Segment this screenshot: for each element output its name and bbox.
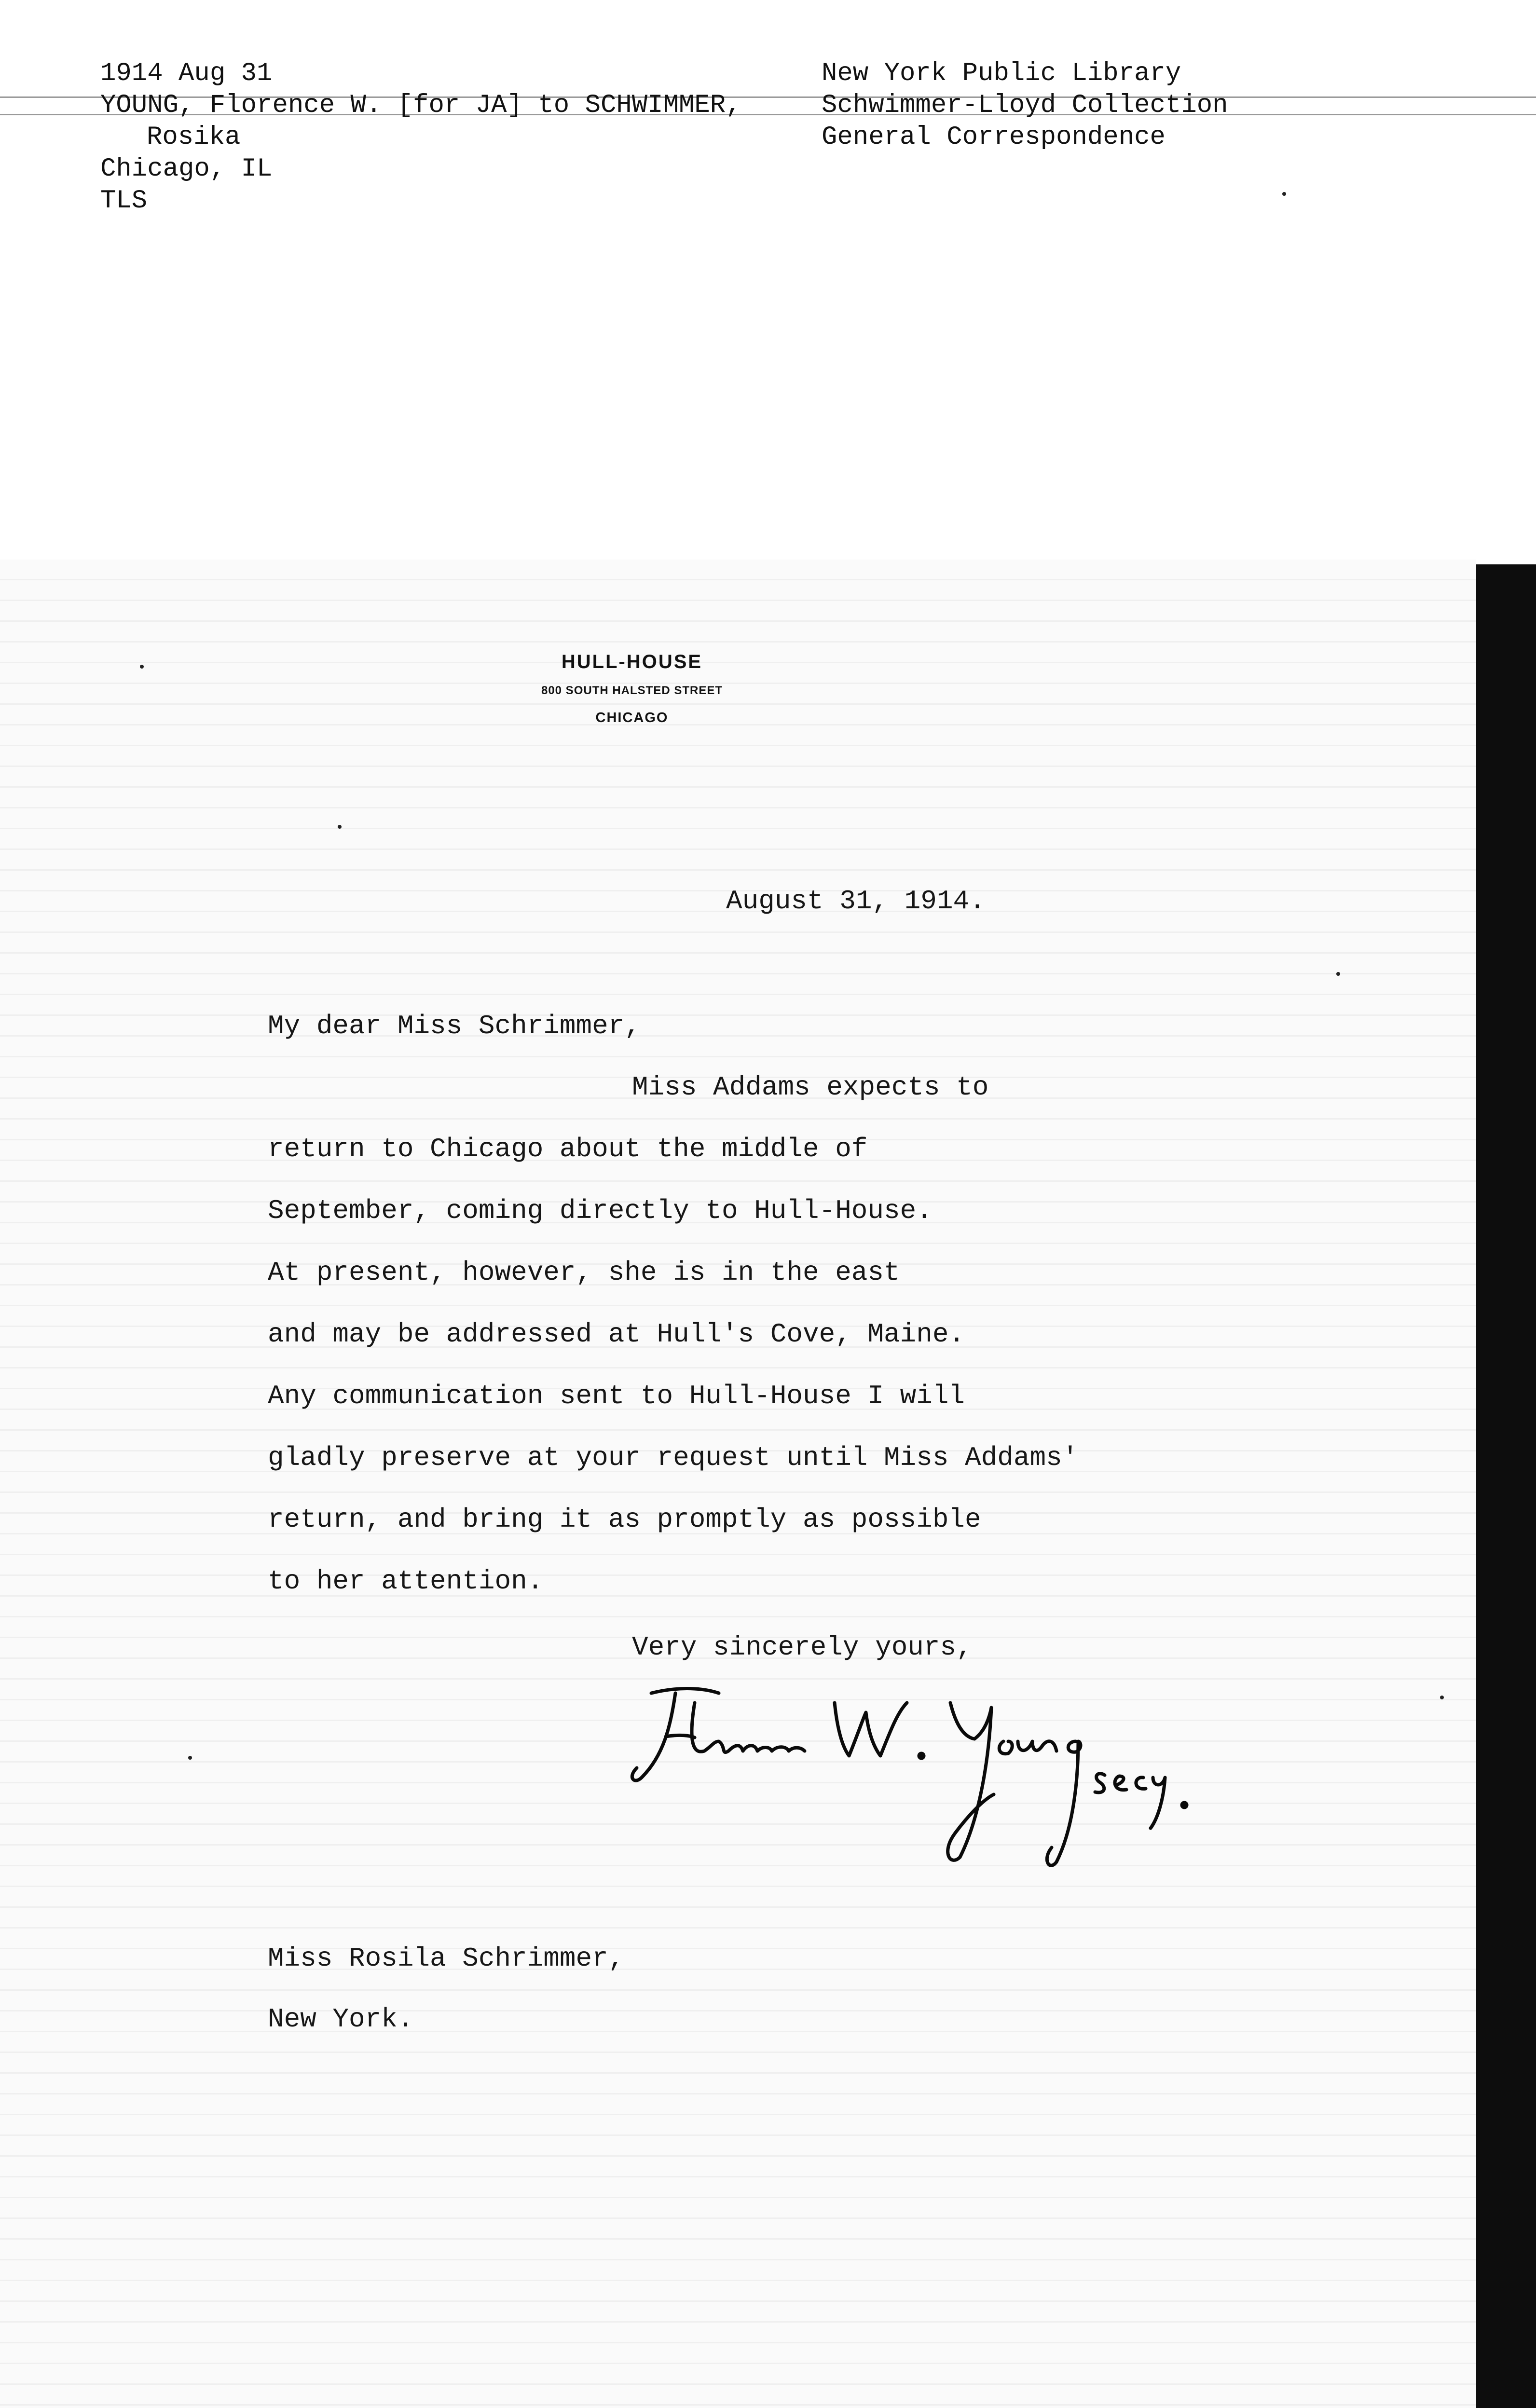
letter-body-line: and may be addressed at Hull's Cove, Maine. [268, 1319, 965, 1350]
addressee-city: New York. [268, 2004, 414, 2035]
letter-date: August 31, 1914. [726, 886, 986, 917]
letter-body-line: September, coming directly to Hull-House. [268, 1195, 933, 1226]
letterhead-city: CHICAGO [595, 710, 669, 725]
scan-edge [1476, 564, 1536, 2408]
letter-body-line: gladly preserve at your request until Miss Addams' [268, 1442, 1079, 1473]
letterhead-name: HULL-HOUSE [561, 651, 703, 672]
archive-recipient-first-name: Rosika [147, 123, 241, 152]
letter-body-line: return, and bring it as promptly as possible [268, 1504, 981, 1535]
archive-collection: Schwimmer-Lloyd Collection [822, 91, 1228, 120]
letter-body-line: At present, however, she is in the east [268, 1257, 900, 1288]
archive-series: General Correspondence [822, 123, 1166, 152]
scan-speck [1282, 192, 1286, 196]
letter-sheet [0, 560, 1476, 2408]
archive-header-card [0, 0, 1536, 560]
scan-speck [338, 825, 342, 829]
scan-speck [1336, 972, 1340, 976]
handwritten-signature [622, 1674, 1192, 1876]
archive-correspondents: YOUNG, Florence W. [for JA] to SCHWIMMER, [100, 91, 741, 120]
letter-closing: Very sincerely yours, [632, 1632, 973, 1663]
letter-body-line: Miss Addams expects to [632, 1072, 989, 1103]
scan-speck [188, 1756, 192, 1760]
archive-document-type: TLS [100, 186, 148, 216]
archive-library: New York Public Library [822, 59, 1181, 88]
scan-speck [140, 665, 144, 669]
letter-body-line: Any communication sent to Hull-House I will [268, 1381, 965, 1411]
archive-meta-left [100, 58, 741, 217]
archive-date: 1914 Aug 31 [100, 59, 273, 88]
letterhead-street: 800 SOUTH HALSTED STREET [541, 684, 723, 697]
letter-salutation: My dear Miss Schrimmer, [268, 1011, 641, 1041]
letter-body-line: return to Chicago about the middle of [268, 1134, 868, 1164]
addressee-name: Miss Rosila Schrimmer, [268, 1943, 625, 1974]
archive-meta-right [822, 58, 1228, 153]
letter-body-line: to her attention. [268, 1566, 544, 1597]
archive-place: Chicago, IL [100, 154, 273, 184]
scan-speck [1440, 1696, 1444, 1699]
